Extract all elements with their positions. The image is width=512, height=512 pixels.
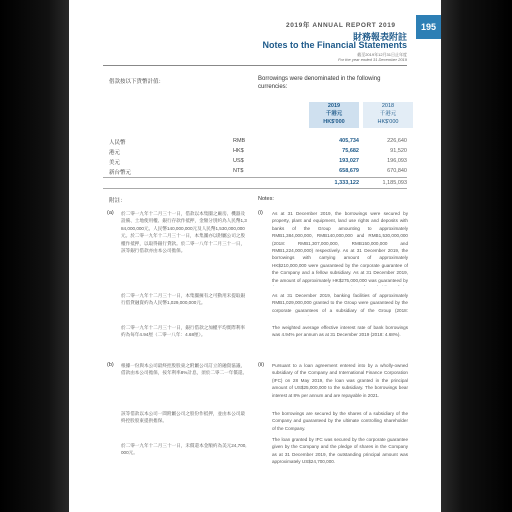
note-paragraph-cn: 於二零一九年十二月三十一日，未償還本金額約為美元24,700,000元。: [121, 443, 247, 456]
row-value-2019: 193,027: [339, 158, 359, 164]
right-page-edge: [441, 0, 512, 512]
total-2018: 1,185,093: [382, 180, 407, 186]
row-label-cn: 新台幣元: [109, 170, 132, 176]
note-paragraph-en: As at 31 December 2019, the borrowings were secured by property, plant and equipment, land use rights and deposits with banks of the Group amounting to approximately RMB1,384,000,000, RMB140,000,000 and RMB1,530,000,000 (2018: RMB1,307,000,000, RMB150,000,000 and RMB1,224,000,000) respectively. As at 31 December 2019, the borrowings with carrying amount of approximately HK$210,000,000 were guaranteed by the corporate guarantee of the Company and a fellow subsidiary. As at 31 December 2019, the amount of approximately HK$275,000,000 was guaranteed by: [272, 211, 408, 283]
table-caption-cn: 借款按以下貨幣計值：: [109, 79, 165, 85]
row-currency: NT$: [233, 168, 244, 174]
note-number: (a): [107, 210, 114, 216]
row-currency: HK$: [233, 148, 244, 154]
header-divider: [103, 65, 407, 66]
section-title-en: Notes to the Financial Statements: [262, 40, 407, 50]
note-paragraph-en: The loan granted by IFC was secured by the corporate guarantee given by the Company and the pledge of shares in the Company as at 31 December 2019, the outstanding principal amount was approximately US$24,700,000.: [272, 437, 408, 465]
table-row: [103, 158, 407, 168]
note-number: (i): [258, 210, 263, 216]
row-currency: US$: [233, 158, 244, 164]
row-value-2019: 75,682: [342, 148, 359, 154]
page-number-badge: 195: [416, 15, 441, 39]
note-paragraph-cn: 於二零一九年十二月三十一日，借款以本集團之廠房、機器及設備、土地使用權、銀行存款作抵押，金額分別約為人民幣1,384,000,000元、人民幣140,000,000元及人民幣1,530,000,000元。於二零一九年十二月三十一日，本集團亦以附屬公司之股權作抵押，以取得銀行貸款。於二零一八年十二月三十一日，該等銀行借款亦由本公司擔保。: [121, 211, 247, 254]
column-header-2019: [309, 102, 359, 128]
total-2019: 1,333,122: [334, 180, 359, 186]
column-unit-cn: 千港元: [379, 111, 397, 117]
document-page: [69, 0, 441, 512]
row-value-2018: 670,840: [387, 168, 407, 174]
row-currency: RMB: [233, 138, 246, 144]
column-header-2018: [363, 102, 413, 128]
row-label-cn: 人民幣: [109, 140, 126, 146]
row-label-cn: 港元: [109, 150, 121, 156]
row-value-2018: 226,640: [387, 138, 407, 144]
section-title-cn: 財務報表附註: [352, 32, 407, 42]
subtotal-divider: [103, 177, 407, 178]
row-value-2018: 196,093: [387, 158, 407, 164]
table-caption-en: Borrowings were denominated in the following currencies:: [258, 76, 381, 90]
note-paragraph-cn: 該等借款以本公司一間附屬公司之股份作抵押，並由本公司最終控股股東提供擔保。: [121, 411, 246, 424]
note-paragraph-cn: 於二零一九年十二月三十一日，本集團擁有之可動用未提取銀行借貸融資約為人民幣1,029,000,000元。: [121, 293, 246, 306]
note-paragraph-cn: 根據一份與本公司最終控股股東之附屬公司訂立的融資協議，借款由本公司擔保，按年利率8%計息，須於二零二一年償還。: [121, 363, 248, 376]
period-en: For the year ended 31 December 2019: [338, 57, 407, 62]
notes-label-en: Notes:: [258, 196, 274, 202]
note-paragraph-en: The borrowings are secured by the shares of a subsidiary of the Company and guaranteed by the ultimate controlling shareholder of the Company.: [272, 411, 408, 431]
column-unit-cn: 千港元: [325, 111, 343, 117]
column-unit-en: HK$'000: [377, 119, 399, 125]
note-number: (ii): [258, 362, 265, 368]
row-label-cn: 美元: [109, 160, 121, 166]
notes-label-cn: 附註：: [109, 198, 126, 204]
note-paragraph-en: Pursuant to a loan agreement entered into by a wholly-owned subsidiary of the Company and International Finance Corporation (IFC) on 28 May 2019, the loan was granted in the principal amount of US$25,000,000 to the subsidiary. The borrowings bear interest at 8% per annum and are repayable in 2021.: [272, 363, 408, 398]
table-row: [103, 148, 407, 158]
row-value-2019: 658,679: [339, 168, 359, 174]
note-number: (b): [107, 362, 114, 368]
note-paragraph-en: As at 31 December 2019, banking facilities of approximately RMB1,029,000,000 granted to the Group were guaranteed by the corporate guarantees of a subsidiary of the Group (2018:: [272, 293, 408, 313]
row-value-2019: 405,734: [339, 138, 359, 144]
period-cn: 截至2019年12月31日止年度: [357, 52, 407, 57]
note-paragraph-en: The weighted average effective interest rate of bank borrowings was 4.94% per annum as at 31 December 2019 (2018: 4.68%).: [272, 325, 408, 338]
left-page-edge: [0, 0, 69, 512]
column-year: 2018: [381, 103, 395, 109]
row-value-2018: 91,520: [390, 148, 407, 154]
column-year: 2019: [327, 103, 341, 109]
report-title: 2019年 ANNUAL REPORT 2019: [286, 22, 396, 29]
note-paragraph-cn: 於二零一九年十二月三十一日，銀行借款之加權平均實際利率約為每年4.94厘（二零一八年：4.68厘）。: [121, 325, 246, 338]
total-divider: [103, 188, 407, 189]
table-row: [103, 138, 407, 148]
column-unit-en: HK$'000: [323, 119, 345, 125]
